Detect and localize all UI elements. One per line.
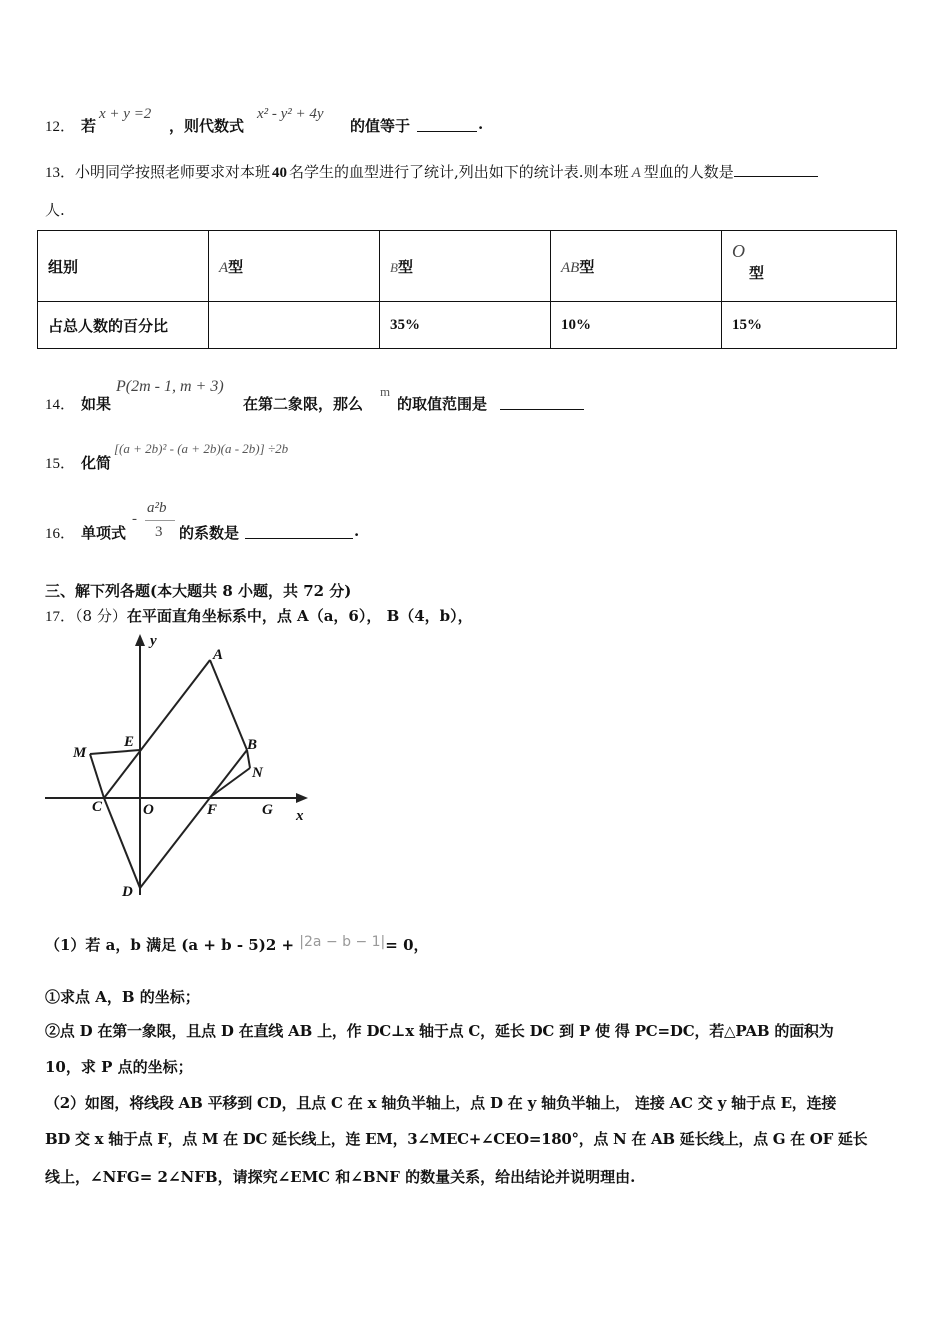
question-14-mid: 在第二象限，那么 bbox=[243, 395, 364, 413]
question-12-number: 12． bbox=[45, 119, 76, 135]
type-o-suffix: 型 bbox=[749, 264, 765, 282]
question-13-var: A bbox=[631, 165, 641, 181]
type-a-letter: A bbox=[219, 259, 229, 276]
type-ab-letter: AB bbox=[561, 259, 580, 276]
question-17-text: 在平面直角坐标系中，点 A（a，6）， B（4，b）， bbox=[126, 607, 473, 625]
table-header-type-ab bbox=[551, 231, 722, 302]
question-17-sub2-line2: 10，求 P 点的坐标； bbox=[45, 1058, 193, 1076]
question-16-denominator: 3 bbox=[155, 524, 163, 540]
table-value-a bbox=[209, 302, 380, 349]
label-a: A bbox=[213, 647, 224, 663]
table-value-ab: 10% bbox=[551, 302, 722, 349]
type-b-suffix: 型 bbox=[397, 257, 413, 276]
label-f: F bbox=[207, 802, 218, 818]
question-17-intro bbox=[45, 605, 473, 626]
question-12-end: . bbox=[478, 115, 484, 133]
question-13-line2: 人. bbox=[45, 201, 65, 219]
segment-bd bbox=[140, 750, 247, 888]
label-g: G bbox=[262, 802, 273, 818]
label-b: B bbox=[247, 737, 258, 753]
label-m: M bbox=[73, 745, 87, 761]
question-13-text-a: 小明同学按照老师要求对本班 bbox=[75, 163, 271, 181]
coordinate-figure bbox=[40, 630, 330, 908]
question-17-score: （8 分） bbox=[75, 607, 127, 625]
question-16-suffix: 的系数是 bbox=[179, 524, 240, 542]
question-16-fraction-bar bbox=[145, 520, 175, 521]
question-15-prefix: 化简 bbox=[81, 454, 112, 472]
question-17-sub2-line1: ②点 D 在第一象限，且点 D 在直线 AB 上，作 DC⊥x 轴于点 C，延长 DC 到 P 使 得 PC=DC，若△PAB 的面积为 bbox=[45, 1022, 834, 1040]
label-o: O bbox=[143, 802, 154, 818]
question-13-answer-blank bbox=[734, 162, 818, 177]
question-12-mid: ，则代数式 bbox=[169, 117, 245, 135]
question-13 bbox=[45, 161, 905, 185]
label-n: N bbox=[252, 765, 263, 781]
type-ab-suffix: 型 bbox=[579, 257, 595, 276]
question-16-sign: - bbox=[132, 511, 137, 527]
question-12-answer-blank bbox=[417, 117, 477, 132]
question-17-part1-a: （1）若 a，b 满足 (a + b - 5)2 + bbox=[45, 936, 295, 954]
question-15-expression: [(a + 2b)² - (a + 2b)(a - 2b)] ÷2b bbox=[114, 441, 289, 456]
question-13-count: 40 bbox=[272, 165, 288, 181]
question-12-suffix: 的值等于 bbox=[350, 117, 411, 135]
question-12-expression: x² - y² + 4y bbox=[257, 106, 324, 122]
question-16-prefix: 单项式 bbox=[81, 524, 127, 542]
type-b-letter: B bbox=[390, 259, 398, 275]
question-17-sub1: ①求点 A，B 的坐标； bbox=[45, 988, 200, 1006]
label-y: y bbox=[150, 633, 157, 649]
type-a-suffix: 型 bbox=[228, 257, 244, 276]
question-14-var: m bbox=[380, 384, 391, 399]
segment-me bbox=[90, 750, 140, 754]
segment-mc bbox=[90, 754, 104, 798]
table-header-type-b bbox=[380, 231, 551, 302]
question-17-part2-line1: （2）如图，将线段 AB 平移到 CD，且点 C 在 x 轴负半轴上，点 D 在 y 轴负半轴上， 连接 AC 交 y 轴于点 E，连接 bbox=[45, 1094, 837, 1112]
table-value-b: 35% bbox=[380, 302, 551, 349]
label-c: C bbox=[92, 799, 103, 815]
question-16-end: . bbox=[354, 522, 360, 540]
segment-ce-a bbox=[104, 660, 210, 798]
question-14-answer-blank bbox=[500, 395, 584, 410]
question-16-number: 16． bbox=[45, 526, 76, 542]
question-12-condition: x + y =2 bbox=[99, 106, 152, 122]
table-header-label: 组别 bbox=[38, 231, 209, 302]
question-16-answer-blank bbox=[245, 524, 353, 539]
segment-ab bbox=[210, 660, 247, 750]
question-17-part2-line2: BD 交 x 轴于点 F，点 M 在 DC 延长线上，连 EM，3∠MEC+∠CEO=180°，点 N 在 AB 延长线上，点 G 在 OF 延长 bbox=[45, 1130, 868, 1148]
question-14-prefix: 如果 bbox=[81, 395, 112, 413]
table-row-label: 占总人数的百分比 bbox=[38, 302, 209, 349]
question-13-text-c: 型血的人数是 bbox=[643, 163, 734, 181]
question-13-number: 13． bbox=[45, 165, 76, 181]
table-header-type-a bbox=[209, 231, 380, 302]
section-3-title: 三、解下列各题(本大题共 8 小题，共 72 分) bbox=[45, 582, 352, 600]
question-17-part1-b: = 0， bbox=[385, 936, 429, 954]
table-header-row bbox=[38, 231, 897, 302]
question-17-part1-abs: |2a − b − 1| bbox=[299, 934, 386, 950]
question-14-suffix: 的取值范围是 bbox=[397, 395, 488, 413]
label-d: D bbox=[122, 884, 133, 900]
y-axis-arrow-icon bbox=[135, 634, 145, 646]
question-15-number: 15． bbox=[45, 456, 76, 472]
question-17-number: 17． bbox=[45, 609, 76, 625]
label-e: E bbox=[124, 734, 135, 750]
question-17-part2-line3: 线上，∠NFG= 2∠NFB，请探究∠EMC 和∠BNF 的数量关系，给出结论并说明理由. bbox=[45, 1168, 636, 1186]
table-header-type-o bbox=[722, 231, 897, 302]
blood-type-table bbox=[37, 230, 897, 349]
question-16-numerator: a²b bbox=[147, 500, 167, 516]
table-data-row bbox=[38, 302, 897, 349]
question-12-prefix: 若 bbox=[81, 117, 97, 135]
question-17-part1 bbox=[45, 934, 429, 955]
label-x: x bbox=[296, 808, 304, 824]
table-value-o: 15% bbox=[722, 302, 897, 349]
question-14-point: P(2m - 1, m + 3) bbox=[116, 378, 224, 395]
question-13-text-b: 名学生的血型进行了统计,列出如下的统计表.则本班 bbox=[289, 163, 629, 181]
question-14-number: 14． bbox=[45, 397, 76, 413]
type-o-letter: O bbox=[732, 241, 745, 261]
x-axis-arrow-icon bbox=[296, 793, 308, 803]
segment-cd bbox=[104, 798, 140, 888]
